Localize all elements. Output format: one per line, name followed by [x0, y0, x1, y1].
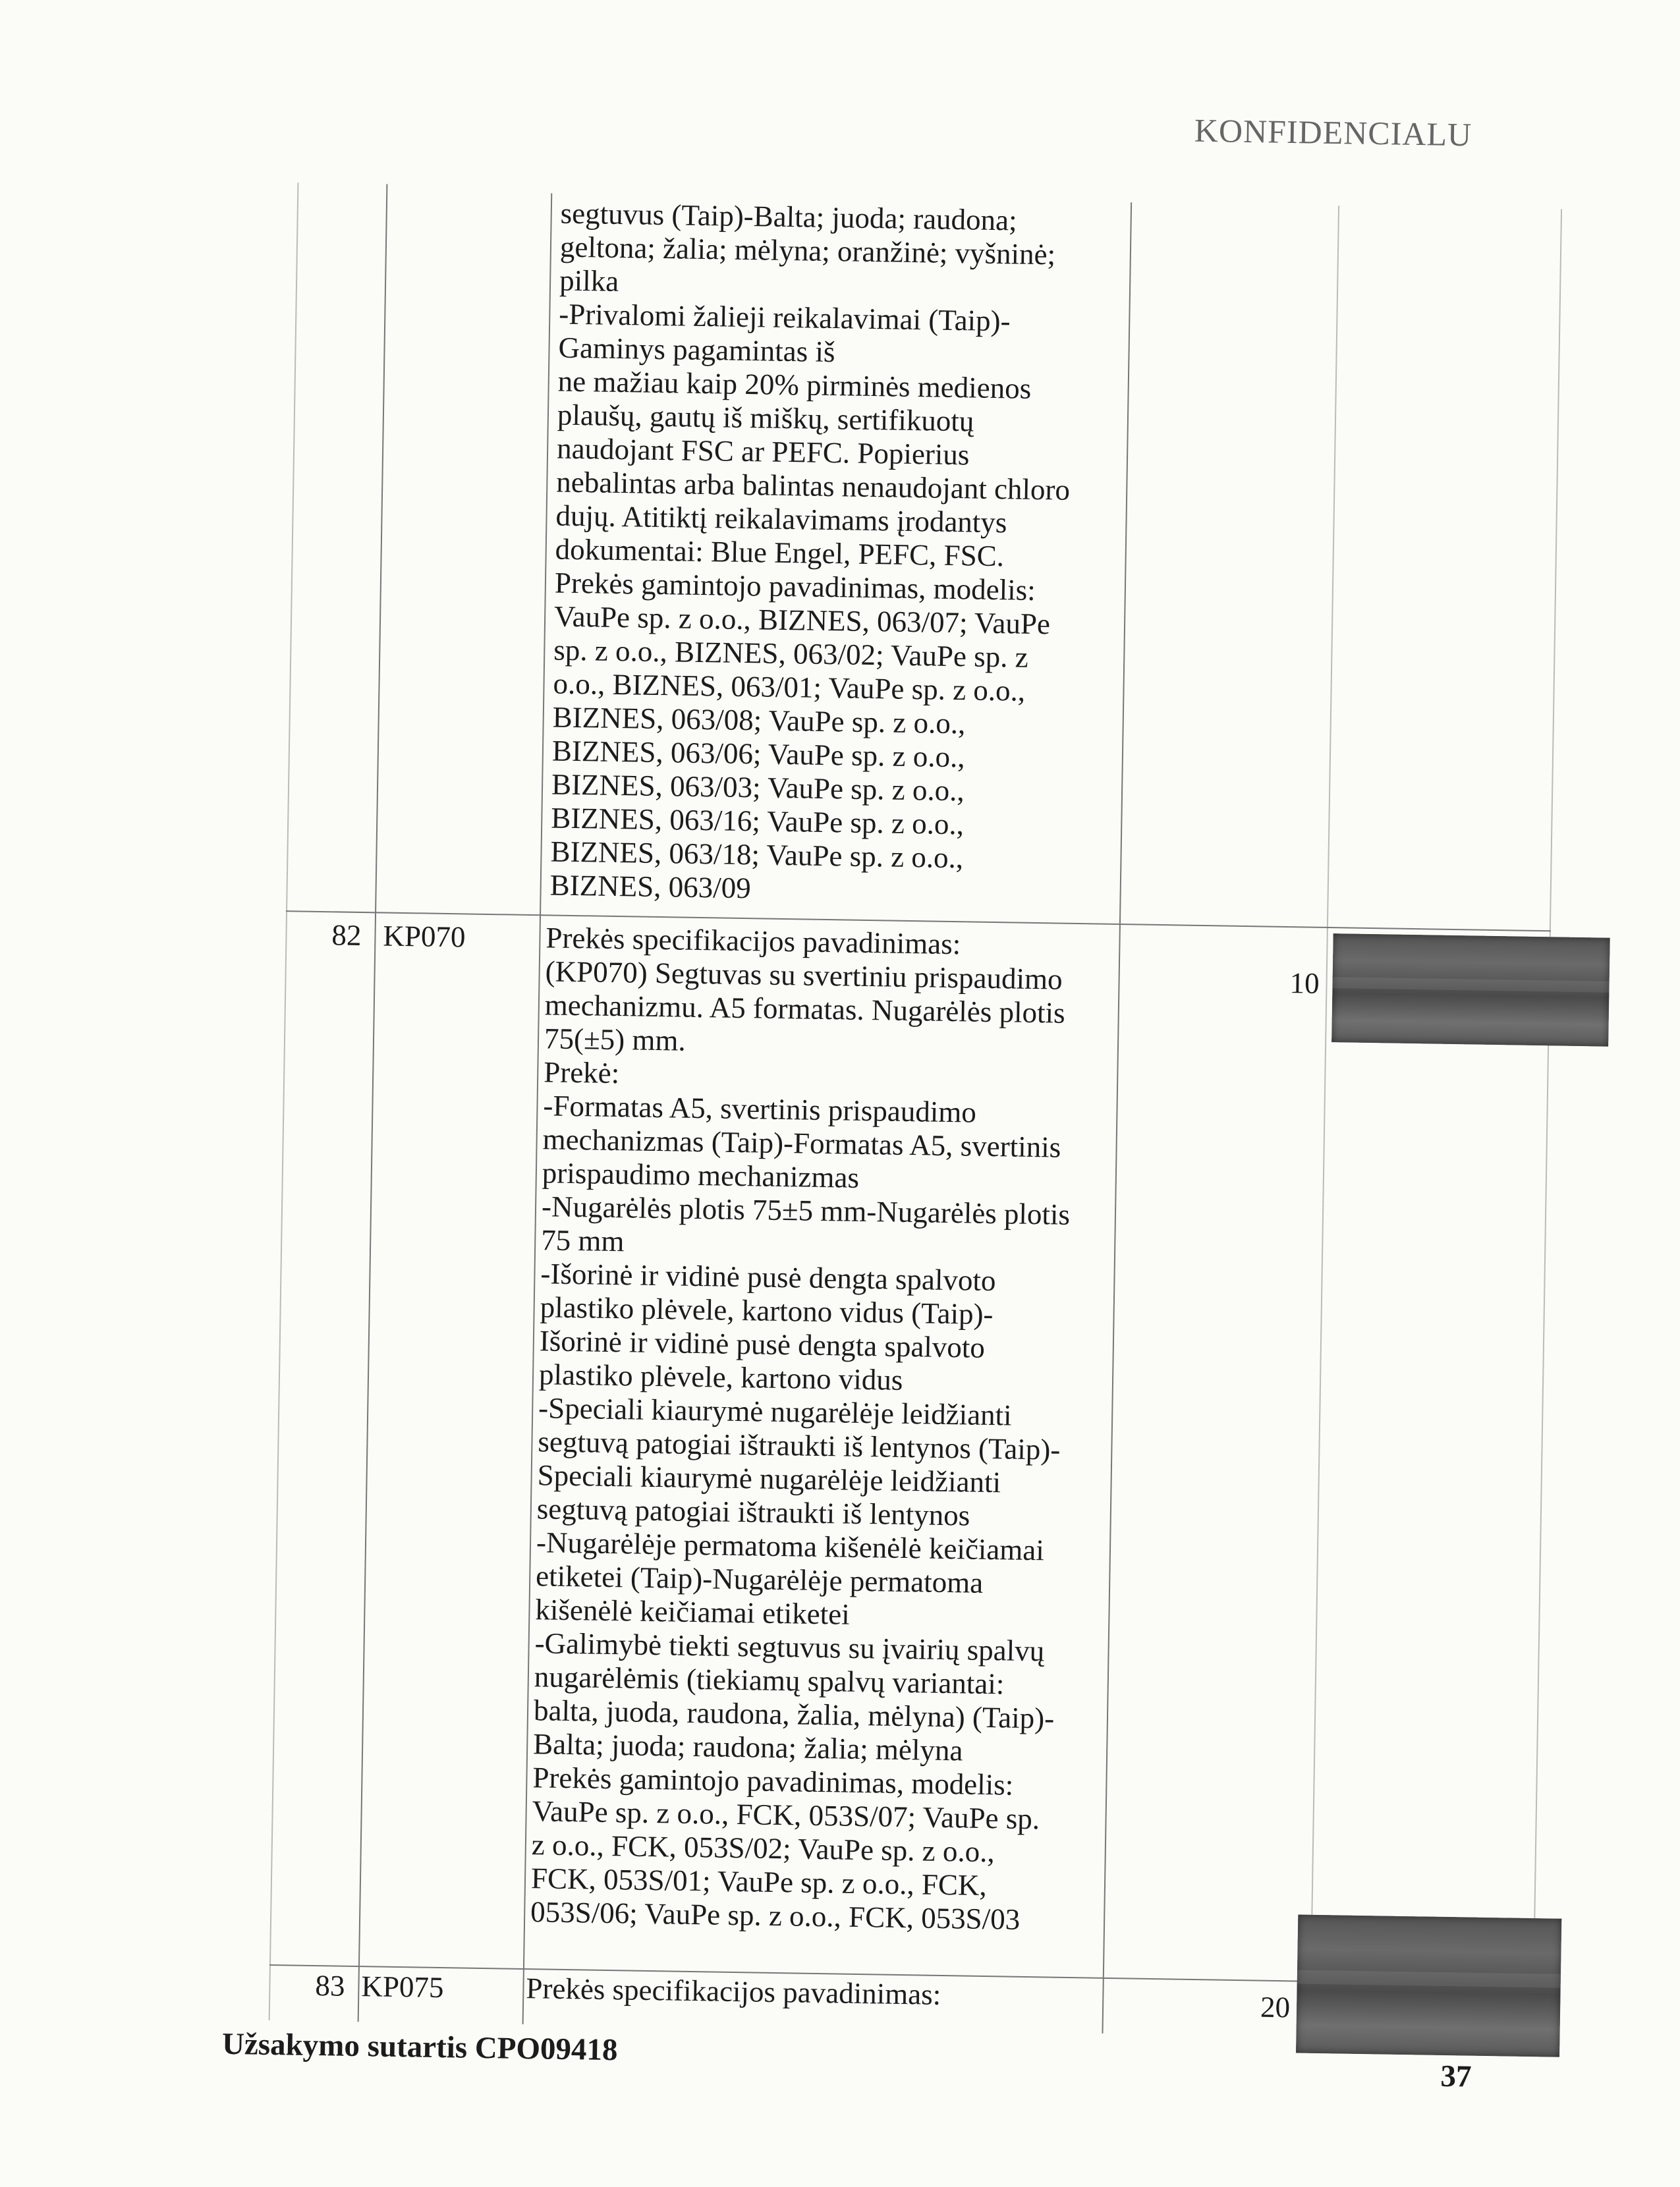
page-number: 37 [1440, 2059, 1472, 2094]
row-83-description: Prekės specifikacijos pavadinimas: [526, 1972, 941, 2011]
row-83-number: 83 [315, 1969, 345, 2003]
row-82-code: KP070 [383, 919, 466, 954]
signature-stamp-image [1331, 933, 1610, 1047]
table-border-left [269, 182, 299, 2020]
row-82-quantity: 10 [1289, 966, 1320, 1000]
table-border-right [1532, 209, 1562, 2040]
column-divider-number [358, 184, 388, 2022]
row-82-description: Prekės specifikacijos pavadinimas: (KP070) Segtuvas su svertiniu prispaudimo mechanizmu. A5 formatas. Nugarėlės plotis 75(±5) mm. Prekė: -Formatas A5, svertinis prispaudimo mechanizmas (Taip)-Formatas A5, svertinis prispaudimo mechanizmas -Nugarėlės plotis 75±5 mm-Nugarėlės plotis 75 mm -Išorinė ir vidinė pusė dengta spalvoto plastiko plėvele, kartono vidus (Taip)- Išorinė ir vidinė pusė dengta spalvoto plastiko plėvele, kartono vidus -Speciali kiaurymė nugarėlėje leidžianti segtuvą patogiai ištraukti iš lentynos (Taip)- Speciali kiaurymė nugarėlėje leidžianti segtuvą patogiai ištraukti iš lentynos -Nugarėlėje permatoma kišenėlė keičiamai etiketei (Taip)-Nugarėlėje permatoma kišenėlė keičiamai etiketei -Galimybė tiekti segtuvus su įvairių spalvų nugarėlėmis (tiekiamų spalvų variantai: balta, juoda, raudona, žalia, mėlyna) (Taip)- Balta; juoda; raudona; žalia; mėlyna Prekės gamintojo pavadinimas, modelis: VauPe sp. z o.o., FCK, 053S/07; VauPe sp. z o.o., FCK, 053S/02; VauPe sp. z o.o., FCK, 053S/01; VauPe sp. z o.o., FCK, 053S/06; VauPe sp. z o.o., FCK, 053S/03 [530, 921, 1071, 1936]
row-83-code: KP075 [361, 1970, 444, 2005]
row-82-number: 82 [331, 918, 362, 952]
confidential-label: KONFIDENCIALU [1194, 111, 1472, 153]
row-83-quantity: 20 [1260, 1990, 1291, 2024]
row-continuation-description: segtuvus (Taip)-Balta; juoda; raudona; geltona; žalia; mėlyna; oranžinė; vyšninė; pilka -Privalomi žalieji reikalavimai (Taip)- Gaminys pagamintas iš ne mažiau kaip 20% pirminės medienos plaušų, gautų iš miškų, sertifikuotų naudojant FSC ar PEFC. Popierius nebalintas arba balintas nenaudojant chloro dujų. Atitiktį reikalavimams įrodantys dokumentai: Blue Engel, PEFC, FSC. Prekės gamintojo pavadinimas, modelis: VauPe sp. z o.o., BIZNES, 063/07; VauPe sp. z o.o., BIZNES, 063/02; VauPe sp. z o.o., BIZNES, 063/01; VauPe sp. z o.o., BIZNES, 063/08; VauPe sp. z o.o., BIZNES, 063/06; VauPe sp. z o.o., BIZNES, 063/03; VauPe sp. z o.o., BIZNES, 063/16; VauPe sp. z o.o., BIZNES, 063/18; VauPe sp. z o.o., BIZNES, 063/09 [549, 196, 1071, 905]
column-divider-quantity [1309, 206, 1339, 2037]
contract-footer: Užsakymo sutartis CPO09418 [221, 2026, 618, 2068]
signature-stamp-image [1296, 1914, 1561, 2057]
